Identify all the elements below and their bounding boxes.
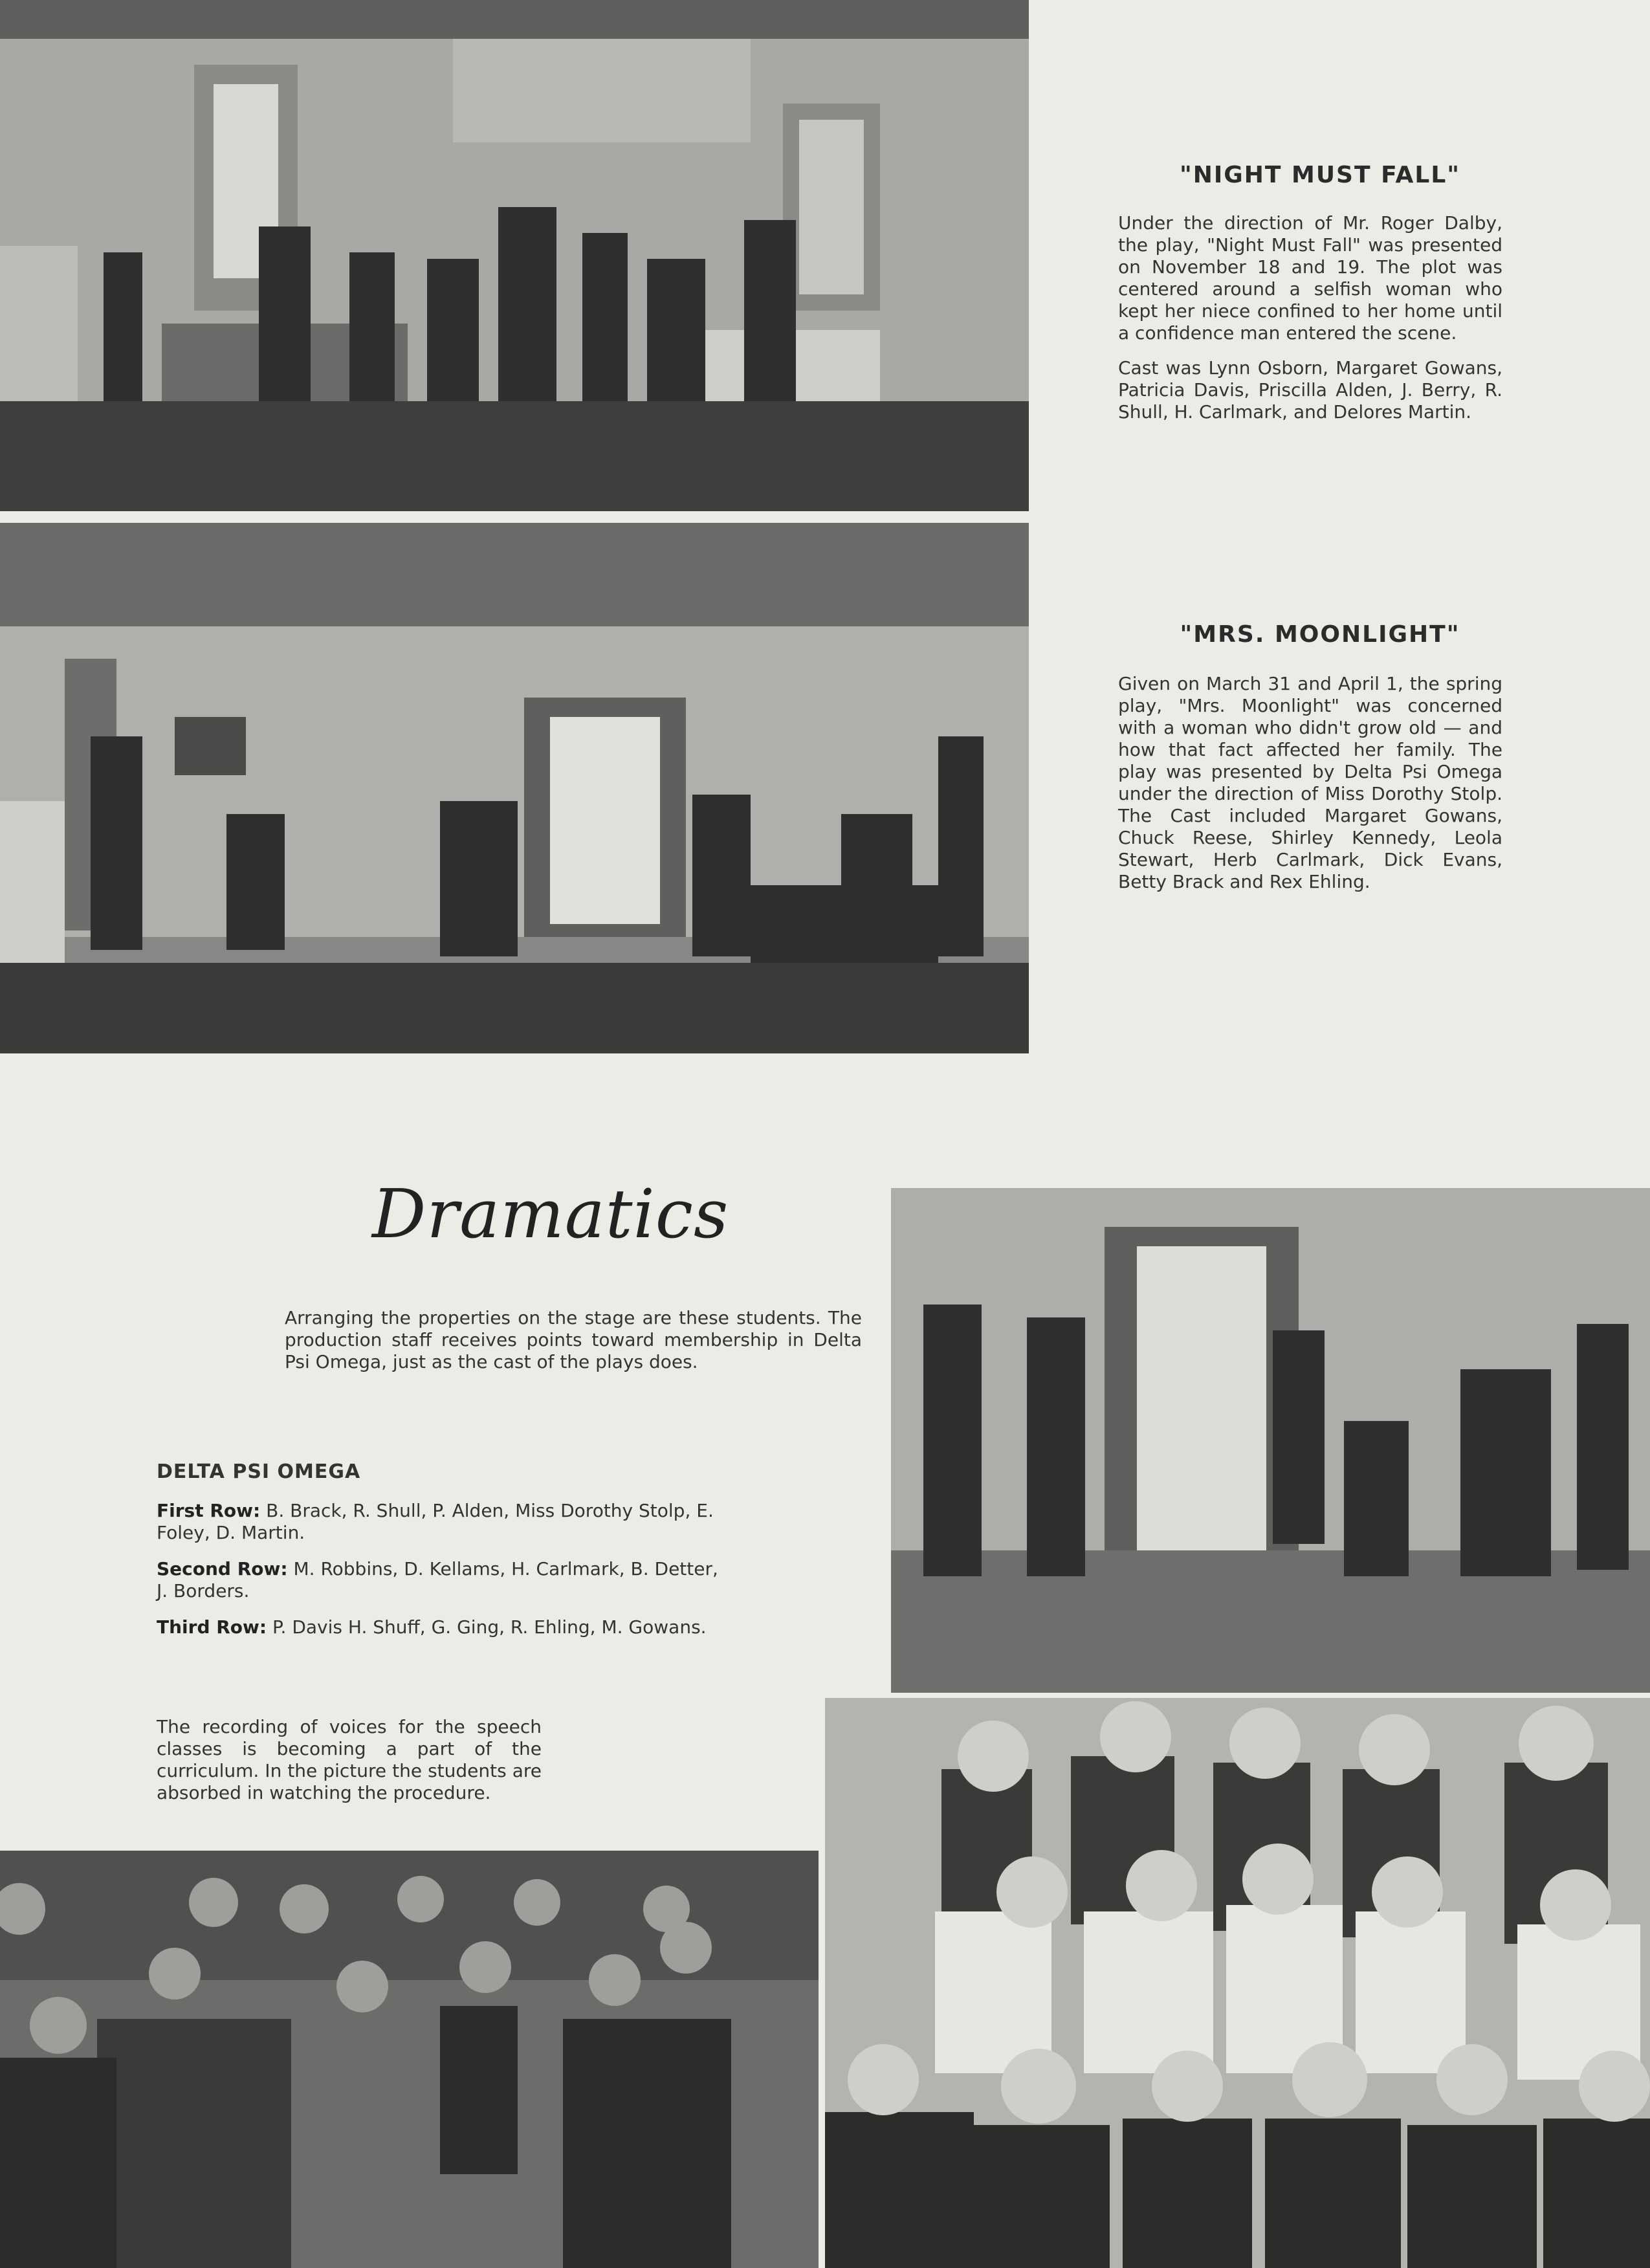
night-must-fall-cast: Cast was Lynn Osborn, Margaret Gowans, Patricia Davis, Priscilla Alden, J. Berry, R. Shull, H. Carlmark, and Delores Martin. (1118, 357, 1502, 423)
roster-row-third (157, 1616, 732, 1638)
roster-row-second (157, 1558, 732, 1602)
recording-caption: The recording of voices for the speech classes is becoming a part of the curriculum. In the picture the students are absorbed in watching the procedure. (157, 1716, 542, 1803)
properties-crew-photo (891, 1188, 1650, 1693)
mrs-moonlight-description (1118, 673, 1502, 906)
roster-row-label: First Row: (157, 1500, 261, 1521)
mrs-moonlight-title: "MRS. MOONLIGHT" (1180, 621, 1460, 648)
roster-row-names: M. Robbins, D. Kellams, H. Carlmark, B. Detter, J. Borders. (157, 1558, 718, 1602)
roster-heading: DELTA PSI OMEGA (157, 1460, 361, 1483)
roster-row-names: P. Davis H. Shuff, G. Ging, R. Ehling, M. Gowans. (272, 1616, 707, 1638)
night-must-fall-plot: Under the direction of Mr. Roger Dalby, the play, "Night Must Fall" was presented on November 18 and 19. The plot was centered around a selfish woman who kept her niece confined to her home until a confidence man entered the scene. (1118, 212, 1502, 344)
delta-psi-omega-group-photo (825, 1698, 1650, 2268)
roster-row-label: Second Row: (157, 1558, 288, 1580)
night-must-fall-stage-photo (0, 0, 1029, 511)
delta-psi-omega-roster (157, 1461, 732, 1653)
roster-row-first (157, 1500, 732, 1544)
section-title: Dramatics (372, 1174, 729, 1253)
roster-row-names: B. Brack, R. Shull, P. Alden, Miss Dorothy Stolp, E. Foley, D. Martin. (157, 1500, 714, 1543)
recording-class-photo (0, 1851, 819, 2268)
roster-row-label: Third Row: (157, 1616, 267, 1638)
night-must-fall-title: "NIGHT MUST FALL" (1179, 162, 1461, 188)
night-must-fall-description (1118, 212, 1502, 436)
mrs-moonlight-stage-photo (0, 523, 1029, 1053)
properties-caption: Arranging the properties on the stage are these students. The production staff receives points toward membership in Delta Psi Omega, just as the cast of the plays does. (285, 1307, 862, 1372)
mrs-moonlight-plot: Given on March 31 and April 1, the spring play, "Mrs. Moonlight" was concerned with a woman who didn't grow old — and how that fact affected her family. The play was presented by Delta Psi Omega under the direction of Miss Dorothy Stolp. The Cast included Margaret Gowans, Chuck Reese, Shirley Kennedy, Leola Stewart, Herb Carlmark, Dick Evans, Betty Brack and Rex Ehling. (1118, 673, 1502, 892)
